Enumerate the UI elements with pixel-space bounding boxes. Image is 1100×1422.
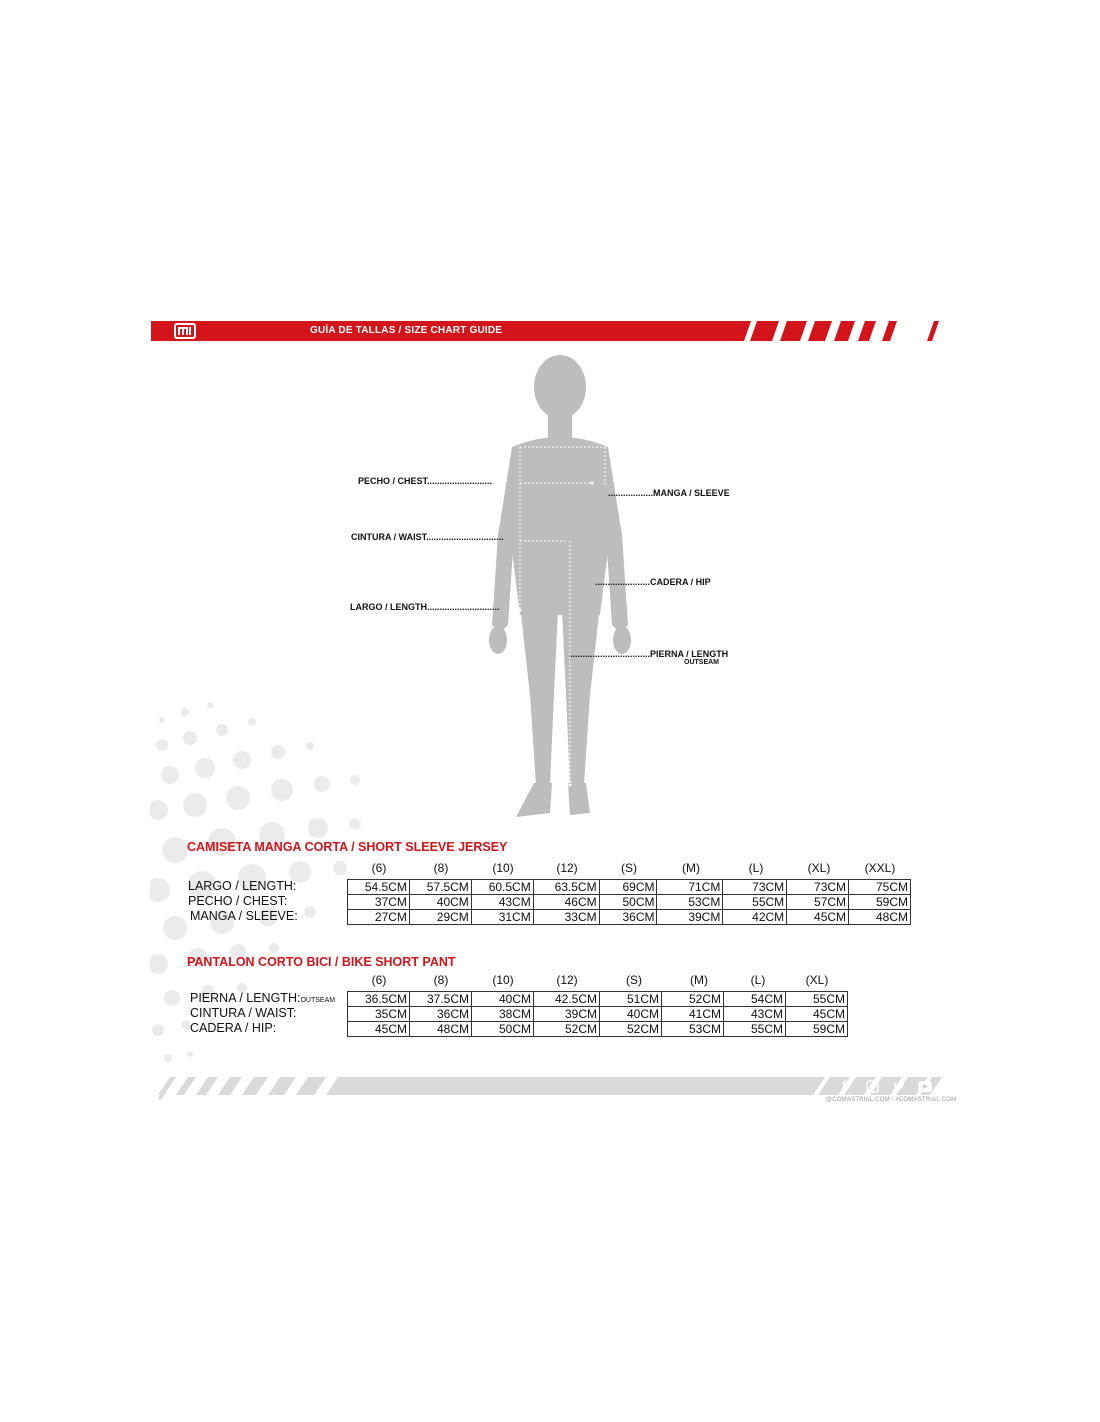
table-cell: 57.5CM <box>409 880 471 895</box>
table-cell: 42.5CM <box>534 992 600 1007</box>
table-cell: 37CM <box>348 895 410 910</box>
table-row <box>348 880 911 895</box>
table-cell: 59CM <box>786 1022 848 1037</box>
table-cell: 43CM <box>471 895 533 910</box>
row-label: PIERNA / LENGTH:OUTSEAM <box>190 991 336 1005</box>
table-cell: 31CM <box>471 910 533 925</box>
header-bar <box>151 321 951 341</box>
row-label: PECHO / CHEST: <box>188 894 288 908</box>
short-size-header <box>348 973 848 987</box>
size-head: (10) <box>492 861 514 875</box>
table-row <box>348 910 911 925</box>
facebook-icon[interactable]: f <box>842 1078 847 1093</box>
table-row <box>348 992 848 1007</box>
size-head: (XL) <box>807 861 831 875</box>
table-cell: 55CM <box>786 992 848 1007</box>
table-cell: 46CM <box>533 895 599 910</box>
table-cell: 45CM <box>348 1022 410 1037</box>
row-label: CINTURA / WAIST: <box>190 1006 297 1020</box>
table-cell: 69CM <box>599 880 657 895</box>
row-label: LARGO / LENGTH: <box>188 879 297 893</box>
size-head: (6) <box>371 973 387 987</box>
table-cell: 48CM <box>410 1022 472 1037</box>
twitter-icon[interactable] <box>892 1080 906 1093</box>
table-cell: 53CM <box>657 895 723 910</box>
hip-label: ......................CADERA / HIP <box>595 577 711 587</box>
table-cell: 63.5CM <box>533 880 599 895</box>
table-cell: 36CM <box>410 1007 472 1022</box>
m1-logo-icon <box>174 322 196 340</box>
leg-label: ................................PIERNA / LENGTH <box>570 649 729 659</box>
table-cell: 45CM <box>786 1007 848 1022</box>
table-cell: 29CM <box>409 910 471 925</box>
table-cell: 51CM <box>600 992 662 1007</box>
table-cell: 42CM <box>723 910 787 925</box>
instagram-icon[interactable] <box>866 1080 879 1093</box>
size-head: (12) <box>556 973 578 987</box>
size-head: (8) <box>433 973 449 987</box>
table-cell: 50CM <box>472 1022 534 1037</box>
row-label: MANGA / SLEEVE: <box>190 909 298 923</box>
length-label: LARGO / LENGTH............................. <box>350 602 500 612</box>
size-head: (S) <box>626 973 642 987</box>
table-cell: 39CM <box>657 910 723 925</box>
jersey-title: CAMISETA MANGA CORTA / SHORT SLEEVE JERSEY <box>187 840 508 854</box>
size-head: (6) <box>371 861 387 875</box>
table-cell: 75CM <box>849 880 911 895</box>
size-head: (8) <box>433 861 449 875</box>
table-cell: 71CM <box>657 880 723 895</box>
size-head: (XXL) <box>864 861 896 875</box>
leg-sublabel: OUTSEAM <box>684 659 719 666</box>
size-head: (S) <box>621 861 637 875</box>
size-head: (M) <box>690 973 708 987</box>
table-cell: 50CM <box>599 895 657 910</box>
table-cell: 43CM <box>724 1007 786 1022</box>
table-cell: 54CM <box>724 992 786 1007</box>
size-head: (XL) <box>805 973 829 987</box>
table-cell: 41CM <box>662 1007 724 1022</box>
size-head: (L) <box>748 861 764 875</box>
table-cell: 35CM <box>348 1007 410 1022</box>
table-cell: 73CM <box>787 880 849 895</box>
table-cell: 59CM <box>849 895 911 910</box>
table-row <box>348 895 911 910</box>
size-head: (L) <box>750 973 766 987</box>
social-handles: @COMASTRIAL.COM / #COMASTRIAL.COM <box>826 1097 957 1103</box>
table-cell: 36CM <box>599 910 657 925</box>
table-cell: 54.5CM <box>348 880 410 895</box>
brand-logo <box>174 322 196 340</box>
table-row <box>348 1007 848 1022</box>
chest-label: PECHO / CHEST.......................... <box>358 476 493 486</box>
table-cell: 55CM <box>724 1022 786 1037</box>
table-cell: 53CM <box>662 1022 724 1037</box>
short-size-table <box>347 991 848 1037</box>
waist-label: CINTURA / WAIST............................... <box>351 532 504 542</box>
table-cell: 40CM <box>472 992 534 1007</box>
table-cell: 73CM <box>723 880 787 895</box>
page-title: GUÍA DE TALLAS / SIZE CHART GUIDE <box>310 325 503 336</box>
table-cell: 40CM <box>600 1007 662 1022</box>
sleeve-label: ..................MANGA / SLEEVE <box>608 488 730 498</box>
table-cell: 48CM <box>849 910 911 925</box>
short-title: PANTALON CORTO BICI / BIKE SHORT PANT <box>187 955 456 969</box>
size-head: (10) <box>492 973 514 987</box>
size-head: (M) <box>682 861 700 875</box>
table-cell: 33CM <box>533 910 599 925</box>
social-icons <box>838 1079 938 1095</box>
table-cell: 60.5CM <box>471 880 533 895</box>
body-silhouette <box>440 355 690 830</box>
table-cell: 27CM <box>348 910 410 925</box>
table-cell: 55CM <box>723 895 787 910</box>
table-cell: 52CM <box>662 992 724 1007</box>
table-cell: 37.5CM <box>410 992 472 1007</box>
table-cell: 45CM <box>787 910 849 925</box>
table-cell: 36.5CM <box>348 992 410 1007</box>
table-cell: 38CM <box>472 1007 534 1022</box>
table-cell: 40CM <box>409 895 471 910</box>
youtube-icon[interactable] <box>918 1081 932 1092</box>
table-cell: 39CM <box>534 1007 600 1022</box>
jersey-size-header <box>348 861 912 875</box>
jersey-size-table <box>347 879 911 925</box>
table-cell: 52CM <box>600 1022 662 1037</box>
size-head: (12) <box>556 861 578 875</box>
table-cell: 52CM <box>534 1022 600 1037</box>
table-row <box>348 1022 848 1037</box>
table-cell: 57CM <box>787 895 849 910</box>
row-label: CADERA / HIP: <box>190 1021 277 1035</box>
